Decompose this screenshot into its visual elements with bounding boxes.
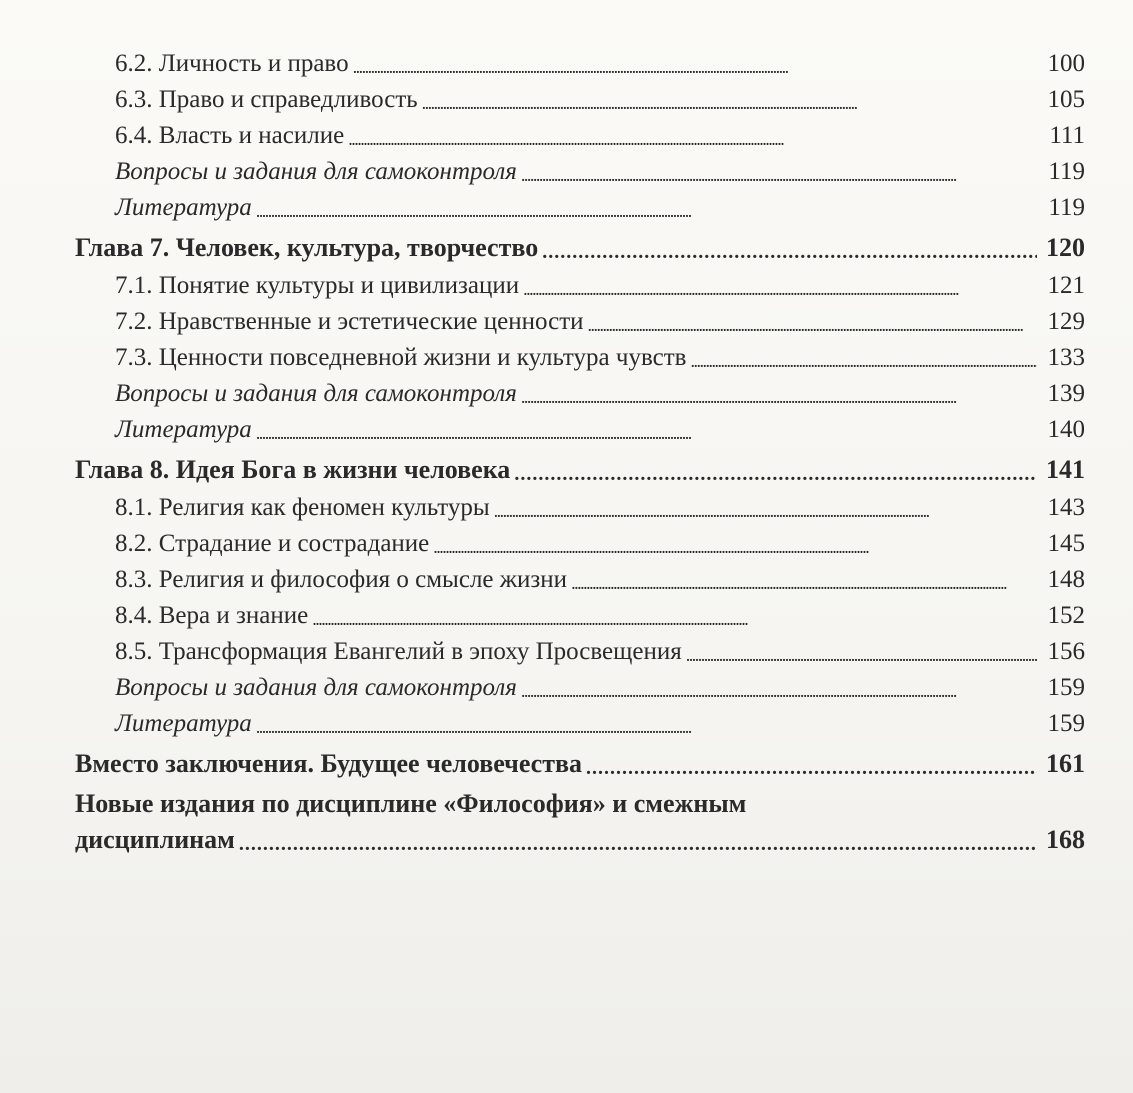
toc-entry-title: 8.4. Вера и знание [115,602,309,629]
toc-entry-page: 119 [1048,158,1085,185]
toc-chapter [75,746,1085,782]
toc-entry [75,304,1085,340]
toc-chapter-title-line1: Новые издания по дисциплине «Философия» и смежным [75,789,747,818]
toc-entry-title: 7.1. Понятие культуры и цивилизации [115,272,520,299]
toc-entry-title: Вопросы и задания для самоконтроля [115,674,517,701]
toc-entry-title: Литература [115,710,252,737]
toc-chapter [75,230,1085,266]
toc-entry-title: Вопросы и задания для самоконтроля [115,158,517,185]
toc-chapter-page: 161 [1046,749,1085,778]
toc-chapter-line2 [75,822,1085,858]
leader-dots [239,826,1037,852]
toc-entry-title: Литература [115,194,252,221]
toc-entry-title: 6.4. Власть и насилие [115,122,345,149]
leader-dots [256,709,1037,734]
toc-entry-title: Литература [115,416,252,443]
toc-entry-page: 119 [1048,194,1085,221]
toc-entry-page: 152 [1047,602,1085,629]
toc-entry-page: 159 [1047,710,1085,737]
leader-dots [521,157,1037,182]
toc-entry-page: 105 [1047,86,1085,113]
toc-entry-title: 7.2. Нравственные и эстетические ценности [115,308,584,335]
toc-entry-title: 7.3. Ценности повседневной жизни и культура чувств [115,344,687,371]
toc-entry-page: 121 [1047,272,1085,299]
toc-entry [75,46,1085,82]
toc-chapter-title: Глава 7. Человек, культура, творчество [75,233,539,262]
toc-chapter-page: 120 [1046,233,1085,262]
toc-entry-page: 148 [1047,566,1085,593]
leader-dots [521,379,1037,404]
toc-entry [75,340,1085,376]
leader-dots [494,493,1037,518]
leader-dots [571,565,1037,590]
toc-entry [75,118,1085,154]
toc-entry-title: 6.2. Личность и право [115,50,349,77]
toc-entry-literature [75,190,1085,226]
toc-entry-page: 129 [1047,308,1085,335]
toc-entry-title: 8.3. Религия и философия о смысле жизни [115,566,568,593]
toc-entry-title: Вопросы и задания для самоконтроля [115,380,517,407]
toc-entry-title: 6.3. Право и справедливость [115,86,418,113]
leader-dots [433,529,1037,554]
toc-entry-literature [75,706,1085,742]
leader-dots [514,456,1037,482]
leader-dots [542,234,1037,260]
toc-entry [75,268,1085,304]
toc-chapter-page: 168 [1046,825,1085,854]
leader-dots [353,49,1037,74]
leader-dots [586,750,1037,776]
toc-entry-literature [75,412,1085,448]
toc-entry-questions [75,154,1085,190]
toc-entry-page: 100 [1047,50,1085,77]
toc-entry-questions [75,670,1085,706]
toc-entry-page: 111 [1049,122,1085,149]
leader-dots [422,85,1037,110]
toc-chapter-page: 141 [1046,455,1085,484]
leader-dots [312,601,1037,626]
leader-dots [256,193,1037,218]
leader-dots [256,415,1037,440]
toc-chapter-title: Глава 8. Идея Бога в жизни человека [75,455,511,484]
toc-chapter-title-line2: дисциплинам [75,825,235,854]
toc-entry [75,634,1085,670]
toc-entry-questions [75,376,1085,412]
toc-entry-page: 145 [1047,530,1085,557]
toc-chapter [75,452,1085,488]
toc-entry [75,82,1085,118]
leader-dots [690,343,1037,368]
toc-entry [75,490,1085,526]
leader-dots [523,271,1037,296]
toc-entry [75,562,1085,598]
toc-entry [75,526,1085,562]
toc-entry-title: 8.1. Религия как феномен культуры [115,494,490,521]
toc-chapter-multiline [75,786,1085,858]
leader-dots [588,307,1037,332]
toc-entry-page: 139 [1047,380,1085,407]
table-of-contents [75,46,1085,860]
toc-entry-page: 156 [1047,638,1085,665]
toc-entry-title: 8.5. Трансформация Евангелий в эпоху Просвещения [115,638,682,665]
leader-dots [686,637,1037,662]
toc-entry-page: 143 [1047,494,1085,521]
toc-entry [75,598,1085,634]
leader-dots [521,673,1037,698]
toc-entry-page: 140 [1047,416,1085,443]
toc-chapter-title: Вместо заключения. Будущее человечества [75,749,583,778]
toc-entry-title: 8.2. Страдание и сострадание [115,530,430,557]
toc-entry-page: 159 [1047,674,1085,701]
toc-entry-page: 133 [1047,344,1085,371]
leader-dots [348,121,1037,146]
